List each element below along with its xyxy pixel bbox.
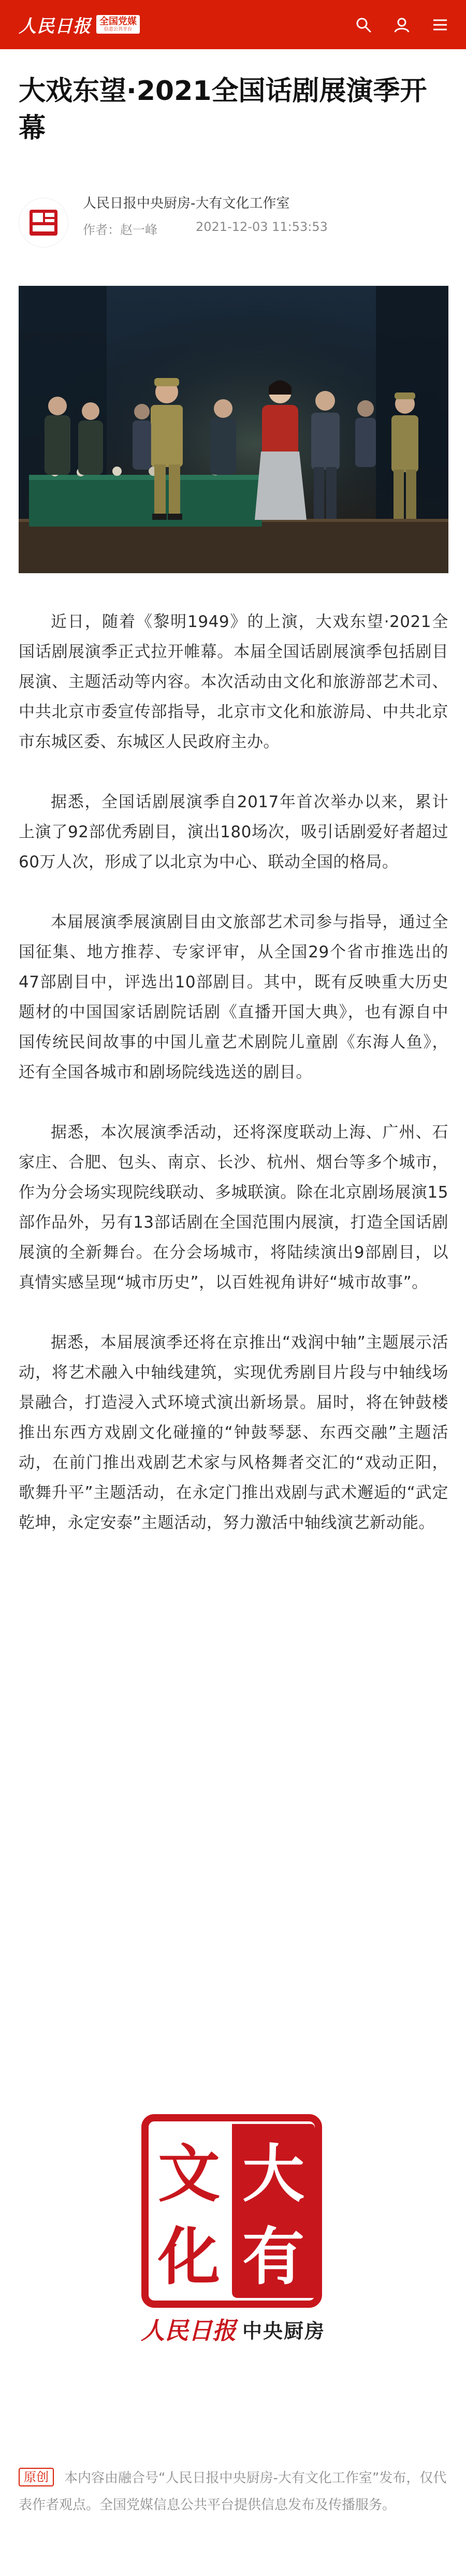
- search-icon[interactable]: [353, 14, 374, 35]
- seal-char: 大: [242, 2137, 304, 2210]
- author-name: 赵一峰: [120, 223, 157, 237]
- logo-brand-name: 人民日报: [140, 2317, 236, 2345]
- article-paragraph: 本届展演季展演剧目由文旅部艺术司参与指导，通过全国征集、地方推荐、专家评审，从全国29个省市推选出的47部剧目中，评选出10部剧目。其中，既有反映重大历史题材的中国国家话剧院话剧《直播开国大典》，也有源自中国传统民间故事的中国儿童艺术剧院儿童剧《东海人鱼》，还有全国各城市和剧场院线选送的剧目。: [19, 913, 448, 1082]
- footer-note: [19, 2465, 448, 2519]
- article-paragraph: 据悉，本次展演季活动，还将深度联动上海、广州、石家庄、合肥、包头、南京、长沙、杭州、烟台等多个城市，作为分会场实现院线联动、多城联演。除在北京剧场展演15部作品外，另有13部话剧在全国范围内展演，打造全国话剧展演的全新舞台。在分会场城市，将陆续演出9部剧目，以真情实感呈现“城市历史”，以百姓视角讲好“城市故事”。: [19, 1123, 448, 1292]
- original-badge: 原创: [19, 2468, 54, 2486]
- article-paragraph: 近日，随着《黎明1949》的上演，大戏东望·2021全国话剧展演季正式拉开帷幕。本届全国话剧展演季包括剧目展演、主题活动等内容。本次活动由文化和旅游部艺术司、中共北京市委宣传部指导，北京市文化和旅游局、中共北京市东城区委、东城区人民政府主办。: [19, 613, 448, 751]
- studio-logo: [0, 2113, 466, 2403]
- seal-char: 文: [158, 2137, 220, 2210]
- article-body: [19, 607, 448, 1568]
- publish-time: 2021-12-03 11:53:53: [196, 220, 328, 234]
- source-name[interactable]: 人民日报中央厨房-大有文化工作室: [83, 196, 290, 211]
- author-line: [83, 220, 328, 238]
- seal-logo: [140, 2113, 324, 2309]
- seal-char: 化: [158, 2220, 220, 2293]
- article-meta: [19, 187, 448, 244]
- author-label: 作者：: [83, 223, 120, 237]
- brand-tag-label: 全国党媒: [99, 16, 137, 27]
- seal-char: 有: [242, 2220, 304, 2293]
- menu-icon[interactable]: [430, 14, 450, 35]
- article-photo[interactable]: [19, 286, 448, 573]
- logo-brand: [135, 2312, 331, 2346]
- top-bar: [0, 0, 466, 49]
- brand-tag: [96, 15, 140, 34]
- header-actions: [353, 14, 450, 35]
- footer-text: 本内容由融合号“人民日报中央厨房-大有文化工作室”发布，仅代表作者观点。全国党媒信息公共平台提供信息发布及传播服务。: [19, 2470, 447, 2513]
- brand-tag-sub: 信息公共平台: [104, 27, 132, 33]
- brand-logo[interactable]: [19, 12, 140, 36]
- user-icon[interactable]: [391, 14, 412, 35]
- article-title: 大戏东望·2021全国话剧展演季开幕: [19, 76, 427, 144]
- source-avatar[interactable]: [19, 198, 68, 248]
- article-paragraph: 据悉，全国话剧展演季自2017年首次举办以来，累计上演了92部优秀剧目，演出180场次，吸引话剧爱好者超过60万人次，形成了以北京为中心、联动全国的格局。: [19, 793, 448, 871]
- logo-brand-sub: 中央厨房: [242, 2319, 325, 2342]
- brand-name: 人民日报: [19, 16, 91, 37]
- article-paragraph: 据悉，本届展演季还将在京推出“戏润中轴”主题展示活动，将艺术融入中轴线建筑，实现优秀剧目片段与中轴线场景融合，打造浸入式环境式演出新场景。届时，将在钟鼓楼推出东西方戏剧文化碰撞的“钟鼓琴瑟、东西交融”主题活动，在前门推出戏剧艺术家与风格舞者交汇的“戏动正阳，歌舞升平”主题活动，在永定门推出戏剧与武术邂逅的“武定乾坤，永定安泰”主题活动，努力激活中轴线演艺新动能。: [19, 1333, 448, 1532]
